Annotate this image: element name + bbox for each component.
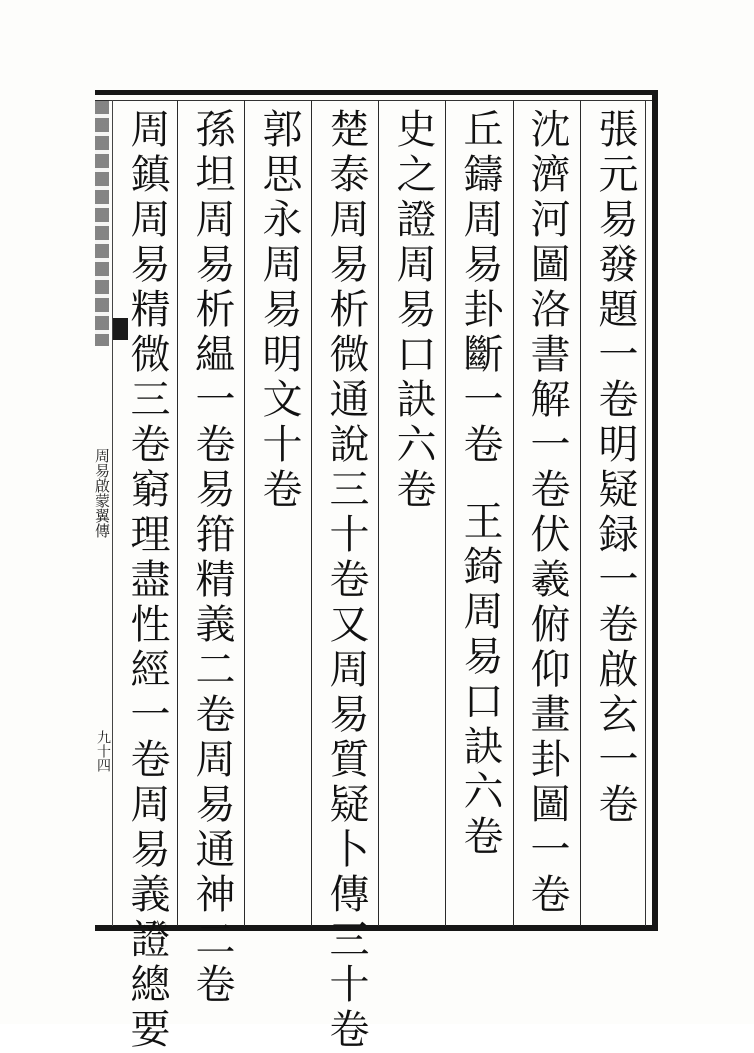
column-rule bbox=[445, 100, 446, 926]
text-column: 郭思永周易明文十卷 bbox=[256, 108, 302, 513]
fold-header-mark bbox=[95, 100, 109, 346]
frame-right-border bbox=[652, 90, 658, 931]
text-column: 張元易發題一卷明疑録一卷啟玄一卷 bbox=[592, 108, 638, 828]
text-column: 史之證周易口訣六卷 bbox=[390, 108, 436, 513]
margin-book-title: 周易啟蒙翼傳 bbox=[93, 448, 111, 538]
fold-rule bbox=[112, 100, 113, 926]
text-column-sub-entry: 王錡周易口訣六卷 bbox=[457, 500, 503, 860]
frame-top-inner-rule bbox=[95, 100, 655, 101]
text-column: 孫坦周易析緼一卷易箝精義二卷周易通神二卷 bbox=[189, 108, 235, 1008]
column-rule bbox=[580, 100, 581, 926]
column-rule bbox=[513, 100, 514, 926]
frame-bottom-border bbox=[95, 925, 655, 931]
column-rule bbox=[244, 100, 245, 926]
column-rule bbox=[378, 100, 379, 926]
column-rule bbox=[177, 100, 178, 926]
text-column: 周鎮周易精微三卷窮理盡性經一卷周易義證總要 bbox=[124, 108, 170, 1053]
frame-top-border bbox=[95, 90, 655, 95]
frame-right-inner-rule bbox=[645, 100, 646, 926]
margin-page-number: 九十四 bbox=[95, 730, 111, 772]
text-column: 沈濟河圖洛書解一卷伏羲俯仰畫卦圖一卷 bbox=[524, 108, 570, 918]
text-column: 丘鑄周易卦斷一卷 bbox=[457, 108, 503, 468]
column-rule bbox=[311, 100, 312, 926]
text-column: 楚泰周易析微通說三十卷又周易質疑卜傳三十卷 bbox=[323, 108, 369, 1053]
